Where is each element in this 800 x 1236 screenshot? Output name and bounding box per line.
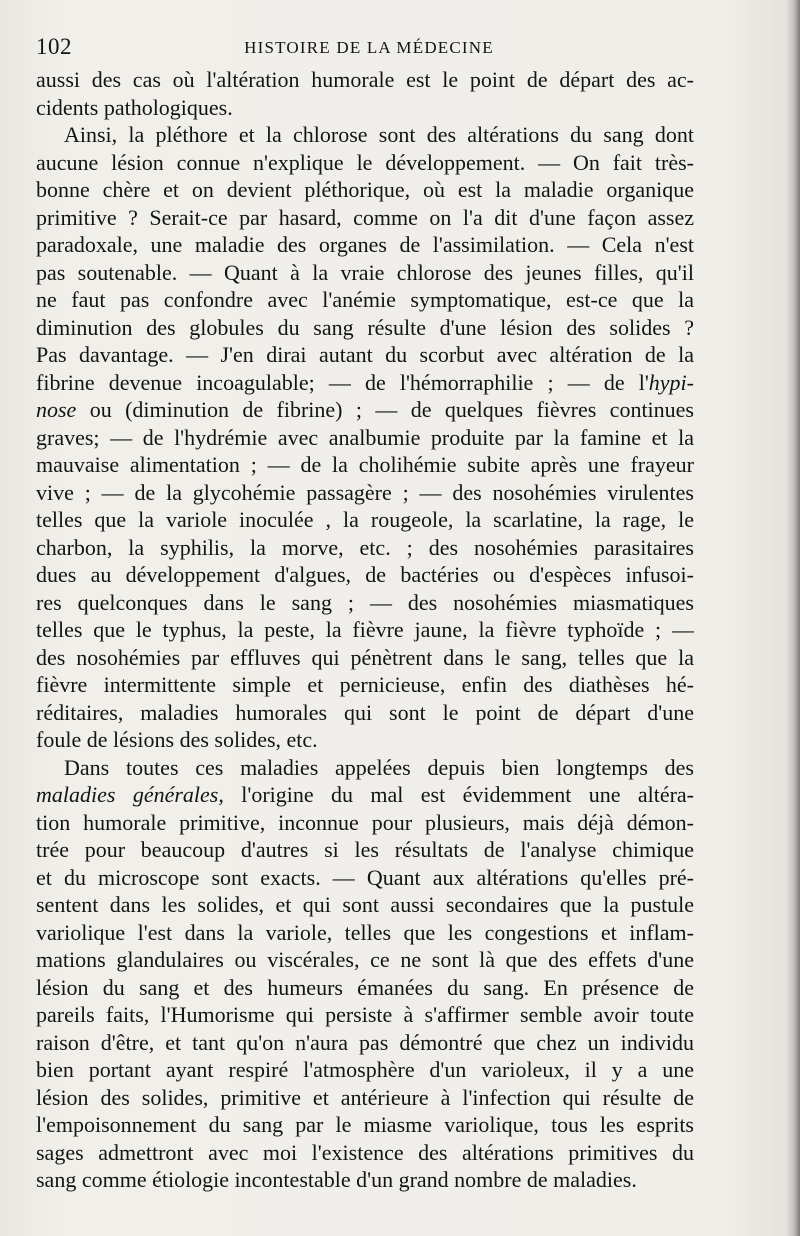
text-line: cidents pathologiques. (36, 94, 233, 120)
page-edge-shadow (786, 0, 800, 1236)
paragraph-start-line: Ainsi, la pléthore et la chlorose sont des altérations du sang dont (64, 122, 694, 147)
text-line: telles que la variole inoculée , la rougeole, la scarlatine, la rage, le (36, 507, 694, 532)
italic-term: hypi- (648, 369, 694, 395)
text-line: graves; — de l'hydrémie avec analbumie produite par la famine et la (36, 424, 694, 450)
text-line: ne faut pas confondre avec l'anémie symptomatique, est-ce que la (36, 287, 694, 312)
body-text (36, 66, 694, 1194)
paragraph-start-line: Dans toutes ces maladies appelées depuis bien longtemps des (64, 754, 694, 780)
text-line (36, 396, 694, 424)
text-line: mauvaise alimentation ; — de la cholihémie subite après une frayeur (36, 452, 694, 477)
text-line: paradoxale, une maladie des organes de l'assimilation. — Cela n'est (36, 232, 694, 257)
text-line: des nosohémies par effluves qui pénètrent dans le sang, telles que la (36, 644, 694, 670)
text-line: pareils faits, l'Humorisme qui persiste à s'affirmer semble avoir toute (36, 1002, 694, 1027)
text-line: telles que le typhus, la peste, la fièvre jaune, la fièvre typhoïde ; — (36, 617, 694, 642)
text-line: charbon, la syphilis, la morve, etc. ; des nosohémies parasitaires (36, 534, 694, 560)
text-line: et du microscope sont exacts. — Quant aux altérations qu'elles pré- (36, 864, 694, 890)
text-line: diminution des globules du sang résulte d'une lésion des solides ? (36, 314, 694, 340)
text-line: réditaires, maladies humorales qui sont le point de départ d'une (36, 699, 694, 725)
text-line: lésion des solides, primitive et antérieure à l'infection qui résulte de (36, 1084, 694, 1110)
text-segment: fibrine devenue incoagulable; — de l'hémorraphilie ; — de l' (36, 369, 649, 395)
text-line: lésion du sang et des humeurs émanées du sang. En présence de (36, 974, 694, 1000)
text-line: bonne chère et on devient pléthorique, où est la maladie organique (36, 177, 694, 202)
running-title: HISTOIRE DE LA MÉDECINE (244, 38, 494, 57)
text-segment: l'origine du mal est évidemment une altéra- (223, 782, 694, 807)
text-line: l'empoisonnement du sang par le miasme variolique, tous les esprits (36, 1112, 694, 1137)
text-line: sages admettront avec moi l'existence des altérations primitives du (36, 1139, 694, 1165)
text-line: variolique l'est dans la variole, telles que les congestions et inflam- (36, 919, 694, 945)
text-line: Pas davantage. — J'en dirai autant du scorbut avec altération de la (36, 342, 694, 367)
italic-term: nose (36, 397, 77, 422)
page-header (36, 34, 692, 64)
text-line (36, 369, 694, 397)
text-line: bien portant ayant respiré l'atmosphère d'un varioleux, il y a une (36, 1057, 694, 1082)
text-line: sentent dans les solides, et qui sont aussi secondaires que la pustule (36, 892, 694, 917)
text-line: mations glandulaires ou viscérales, ce ne sont là que des effets d'une (36, 947, 694, 972)
italic-term: maladies générales, (36, 782, 224, 807)
text-line: aucune lésion connue n'explique le développement. — On fait très- (36, 149, 694, 175)
text-line: tion humorale primitive, inconnue pour plusieurs, mais déjà démon- (36, 809, 694, 835)
text-line: dues au développement d'algues, de bactéries ou d'espèces infusoi- (36, 562, 694, 587)
text-line: raison d'être, et tant qu'on n'aura pas démontré que chez un individu (36, 1029, 694, 1055)
text-line: fièvre intermittente simple et pernicieuse, enfin des diathèses hé- (36, 672, 694, 697)
text-line: trée pour beaucoup d'autres si les résultats de l'analyse chimique (36, 837, 694, 862)
text-line: pas soutenable. — Quant à la vraie chlorose des jeunes filles, qu'il (36, 259, 694, 285)
text-segment: ou (diminution de fibrine) ; — de quelques fièvres continues (76, 397, 694, 422)
text-line: aussi des cas où l'altération humorale est le point de départ des ac- (36, 67, 694, 92)
text-line: sang comme étiologie incontestable d'un grand nombre de maladies. (36, 1167, 637, 1192)
page-number: 102 (36, 34, 72, 59)
text-line: vive ; — de la glycohémie passagère ; — des nosohémies virulentes (36, 479, 694, 505)
text-line (36, 781, 694, 809)
text-line: foule de lésions des solides, etc. (36, 727, 318, 752)
text-line: primitive ? Serait-ce par hasard, comme on l'a dit d'une façon assez (36, 204, 694, 230)
text-line: res quelconques dans le sang ; — des nosohémies miasmatiques (36, 589, 694, 615)
